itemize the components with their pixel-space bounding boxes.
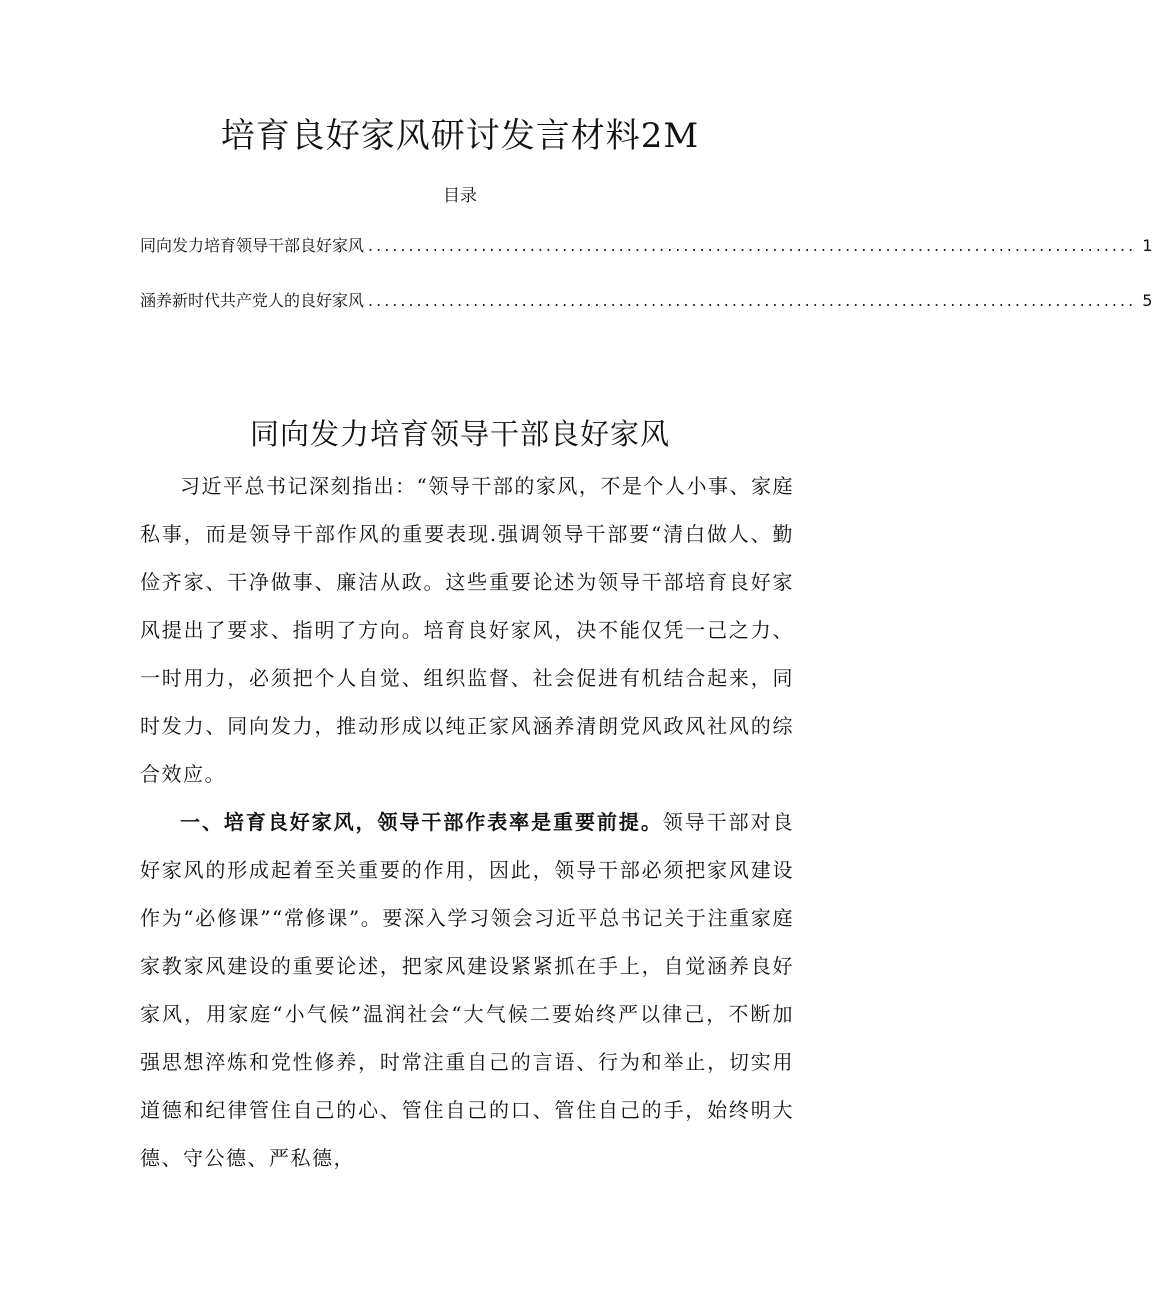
toc-entry[interactable] [140, 287, 1152, 315]
toc-leader-dots: ............................................................................................... [368, 236, 1137, 255]
paragraph-body: 领导干部对良好家风的形成起着至关重要的作用，因此，领导干部必须把家风建设作为“必修课”“常修课”。要深入学习领会习近平总书记关于注重家庭家教家风建设的重要论述，把家风建设紧紧抓在手上，自觉涵养良好家风，用家庭“小气候”温润社会“大气候二要始终严以律己，不断加强思想淬炼和党性修养，时常注重自己的言语、行为和举止，切实用道德和纪律管住自己的心、管住自己的口、管住自己的手，始终明大德、守公德、严私德， [140, 810, 795, 1170]
toc-entry-page: 5 [1142, 291, 1152, 310]
document-title: 培育良好家风研讨发言材料2M [220, 116, 700, 156]
paragraph-lead-heading: 一、培育良好家风，领导干部作表率是重要前提。 [180, 810, 663, 834]
table-of-contents [140, 232, 1152, 342]
section-title: 同向发力培育领导干部良好家风 [249, 417, 670, 451]
paragraph: 习近平总书记深刻指出：“领导干部的家风，不是个人小事、家庭私事，而是领导干部作风的重要表现.强调领导干部要“清白做人、勤俭齐家、干净做事、廉洁从政。这些重要论述为领导干部培育良好家风提出了要求、指明了方向。培育良好家风，决不能仅凭一己之力、一时用力，必须把个人自觉、组织监督、社会促进有机结合起来，同时发力、同向发力，推动形成以纯正家风涵养清朗党风政风社风的综合效应。 [140, 474, 794, 786]
paragraph [140, 798, 794, 1182]
toc-entry-label: 涵养新时代共产党人的良好家风 [140, 291, 365, 310]
toc-leader-dots: ............................................................................................... [368, 291, 1137, 310]
toc-heading: 目录 [443, 186, 477, 206]
toc-entry-page: 1 [1142, 236, 1152, 255]
toc-entry[interactable] [140, 232, 1152, 260]
toc-entry-label: 同向发力培育领导干部良好家风 [140, 236, 365, 255]
section-body [140, 462, 794, 1182]
